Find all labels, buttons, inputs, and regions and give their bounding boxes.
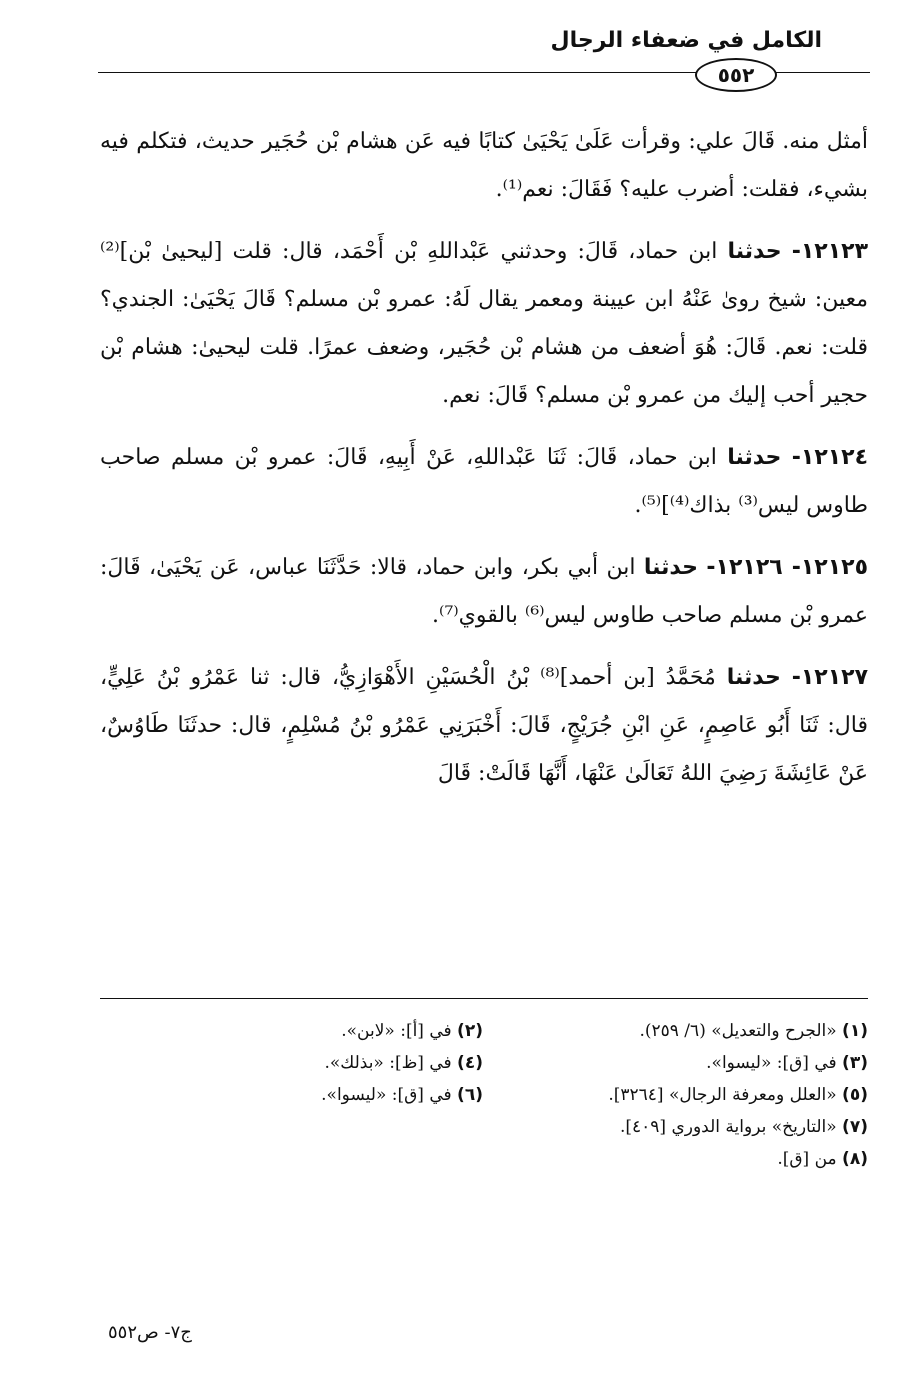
footnote-row [98, 1143, 868, 1175]
footnote-row [98, 1111, 868, 1143]
book-title: الكامل في ضعفاء الرجال [550, 28, 822, 53]
hadith-heading: حدثنا [643, 555, 698, 580]
footnote-number: (٨) [842, 1149, 868, 1169]
footnote-number: (٦) [457, 1085, 483, 1105]
footnote [98, 1047, 483, 1079]
hadith-number: ١٢١٢٤- [791, 445, 869, 470]
footnote [483, 1047, 868, 1079]
main-text [100, 118, 868, 812]
footnote-number: (٢) [457, 1021, 483, 1041]
footnote [483, 1143, 868, 1175]
footnote [98, 1079, 483, 1111]
footnote-row [98, 1047, 868, 1079]
paragraph [100, 228, 868, 420]
paragraph-text: أمثل منه. قَالَ علي: وقرأت عَلَىٰ يَحْيَىٰ كتابًا فيه عَن هشام بْن حُجَير حديث، فتكلم فيه بشيء، فقلت: أضرب عليه؟ فَقَالَ: نعم⁽¹⁾. [100, 129, 868, 202]
hadith-number: ١٢١٢٥- ١٢١٢٦- [706, 555, 868, 580]
paragraph-text: ابن حماد، قَالَ: وحدثني عَبْداللهِ بْن أَحْمَد، قال: قلت [ليحيىٰ بْن]⁽²⁾ معين: شيخ روىٰ عَنْهُ ابن عيينة ومعمر يقال لَهُ: عمرو بْن مسلم؟ قَالَ يَحْيَىٰ: الجندي؟ قلت: نعم. قَالَ: هُوَ أضعف من هشام بْن حُجَير، وضعف عمرًا. قلت ليحيىٰ: هشام بْن حجير أحب إليك من عمرو بْن مسلم؟ قَالَ: نعم. [100, 239, 868, 408]
paragraph-text: ابن حماد، قَالَ: ثَنَا عَبْداللهِ، عَنْ أَبِيهِ، قَالَ: عمرو بْن مسلم صاحب طاوس ليس⁽³⁾ بذاك⁽⁴⁾]⁽⁵⁾. [100, 445, 868, 518]
footnote [483, 1111, 868, 1143]
footnote-number: (٤) [457, 1053, 483, 1073]
hadith-heading: حدثنا [727, 239, 782, 264]
footnote-text: «التاريخ» برواية الدوري [٤٠٩]. [619, 1117, 837, 1137]
footnote-text: «العلل ومعرفة الرجال» [٣٢٦٤]. [608, 1085, 837, 1105]
paragraph-text: مُحَمَّدُ [بن أحمد]⁽⁸⁾ بْنُ الْحُسَيْنِ الأَهْوَازِيُّ، قال: ثنا عَمْرُو بْنُ عَلِيٍّ، قال: ثَنَا أَبُو عَاصِمٍ، عَنِ ابْنِ جُرَيْجٍ، قَالَ: أَخْبَرَنِي عَمْرُو بْنُ مُسْلِمٍ، قال: حدثَنَا طَاوُسٌ، عَنْ عَائِشَةَ رَضِيَ اللهُ تَعَالَىٰ عَنْهَا، أَنَّهَا قَالَتْ: قَالَ [100, 665, 868, 786]
footnote-rule [100, 998, 868, 999]
footnote-number: (٥) [842, 1085, 868, 1105]
footnote-text: في [ظ]: «بذلك». [324, 1053, 452, 1073]
hadith-number: ١٢١٢٧- [791, 665, 869, 690]
footnote [483, 1079, 868, 1111]
footnote-text: في [أ]: «لابن». [341, 1021, 452, 1041]
footnote-text: من [ق]. [777, 1149, 837, 1169]
footnote-text: في [ق]: «ليسوا». [321, 1085, 452, 1105]
footnote-text: في [ق]: «ليسوا». [706, 1053, 837, 1073]
footnote-number: (٣) [842, 1053, 868, 1073]
paragraph-text: ابن أبي بكر، وابن حماد، قالا: حَدَّثَنَا عباس، عَن يَحْيَىٰ، قَالَ: عمرو بْن مسلم صاحب طاوس ليس⁽⁶⁾ بالقوي⁽⁷⁾. [100, 555, 868, 628]
footnote-row [98, 1079, 868, 1111]
footnote-text: «الجرح والتعديل» (٦/ ٢٥٩). [639, 1021, 837, 1041]
hadith-number: ١٢١٢٣- [791, 239, 868, 264]
footnote [483, 1015, 868, 1047]
paragraph [100, 654, 868, 798]
paragraph [100, 434, 868, 530]
hadith-heading: حدثنا [726, 665, 781, 690]
page-number-oval: ٥٥٢ [695, 58, 777, 92]
footnote-number: (٧) [842, 1117, 868, 1137]
paragraph [100, 118, 868, 214]
footnote-number: (١) [842, 1021, 868, 1041]
hadith-heading: حدثنا [727, 445, 782, 470]
footnote [98, 1015, 483, 1047]
paragraph [100, 544, 868, 640]
folio: ج٧- ص٥٥٢ [108, 1322, 192, 1343]
footnote-row [98, 1015, 868, 1047]
footnotes [98, 1015, 868, 1175]
